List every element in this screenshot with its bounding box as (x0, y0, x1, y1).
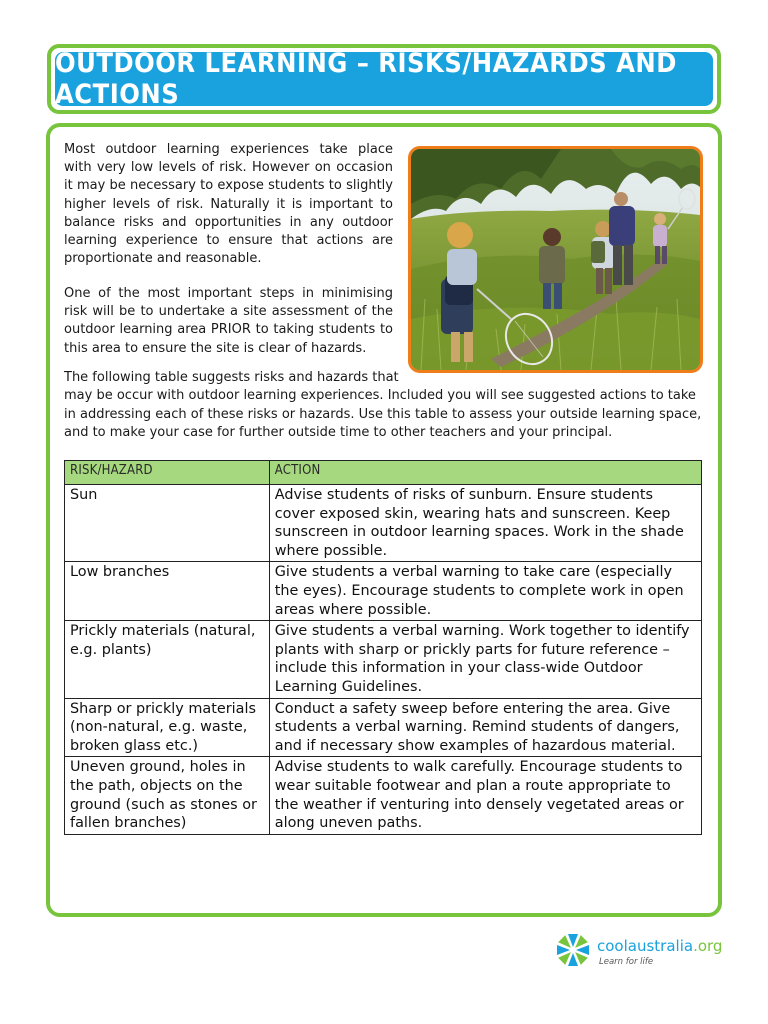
intro-paragraph-3 (64, 369, 704, 443)
table-row (65, 621, 702, 698)
coolaustralia-logo[interactable] (553, 930, 723, 974)
children-outdoors-illustration (411, 149, 700, 370)
children-outdoors-photo (408, 146, 703, 373)
header-banner (47, 44, 721, 114)
table-row (65, 757, 702, 834)
action-cell: Give students a verbal warning to take care (especially the eyes). Encourage students to complete work in open areas where possible. (269, 562, 701, 621)
page-title: OUTDOOR LEARNING – RISKS/HAZARDS AND ACTIONS (55, 48, 677, 110)
intro-paragraph-3-line1: The following table suggests risks and hazards that (64, 370, 399, 385)
table-row (65, 562, 702, 621)
intro-paragraph-3-rest: may be occur with outdoor learning experiences. Included you will see suggested actions to take in addressing each of these risks or hazards. Use this table to assess your outside learning space, and to make your case for further outside time to other teachers and your principal. (64, 388, 702, 441)
action-cell: Give students a verbal warning. Work together to identify plants with sharp or prickly parts for future reference – include this information in your class-wide Outdoor Learning Guidelines. (269, 621, 701, 698)
table-row (65, 485, 702, 562)
pinwheel-logo-icon (553, 930, 593, 970)
intro-paragraph-1: Most outdoor learning experiences take place with very low levels of risk. However on occasion it may be necessary to expose students to slightly higher levels of risk. Naturally it is important to balance risks and opportunities in any outdoor learning experience to ensure that actions are proportionate and reasonable. (64, 142, 393, 267)
logo-word-org: .org (693, 937, 723, 955)
action-cell: Advise students to walk carefully. Encourage students to wear suitable footwear and plan a route appropriate to the weather if venturing into densely vegetated areas or along uneven paths. (269, 757, 701, 834)
action-cell: Advise students of risks of sunburn. Ensure students cover exposed skin, wearing hats and sunscreen. Keep sunscreen in outdoor learning spaces. Work in the shade where possible. (269, 485, 701, 562)
risk-cell: Sharp or prickly materials (non-natural, e.g. waste, broken glass etc.) (65, 698, 270, 757)
logo-word-australia: australia (627, 937, 694, 955)
logo-tagline: Learn for life (599, 957, 654, 967)
risk-cell: Prickly materials (natural, e.g. plants) (65, 621, 270, 698)
risk-cell: Uneven ground, holes in the path, objects on the ground (such as stones or fallen branches) (65, 757, 270, 834)
risk-cell: Sun (65, 485, 270, 562)
risk-cell: Low branches (65, 562, 270, 621)
table-row (65, 698, 702, 757)
table-header-row (65, 461, 702, 485)
header-banner-inner (55, 48, 713, 110)
logo-word-cool: cool (597, 937, 628, 955)
risk-hazard-table (64, 460, 702, 835)
column-header-risk: RISK/HAZARD (65, 461, 270, 485)
logo-wordmark (597, 937, 722, 955)
action-cell: Conduct a safety sweep before entering the area. Give students a verbal warning. Remind students of dangers, and if necessary show examples of hazardous material. (269, 698, 701, 757)
intro-paragraph-2: One of the most important steps in minimising risk will be to undertake a site assessment of the outdoor learning area PRIOR to taking students to this area to ensure the site is clear of hazards. (64, 286, 393, 356)
column-header-action: ACTION (269, 461, 701, 485)
